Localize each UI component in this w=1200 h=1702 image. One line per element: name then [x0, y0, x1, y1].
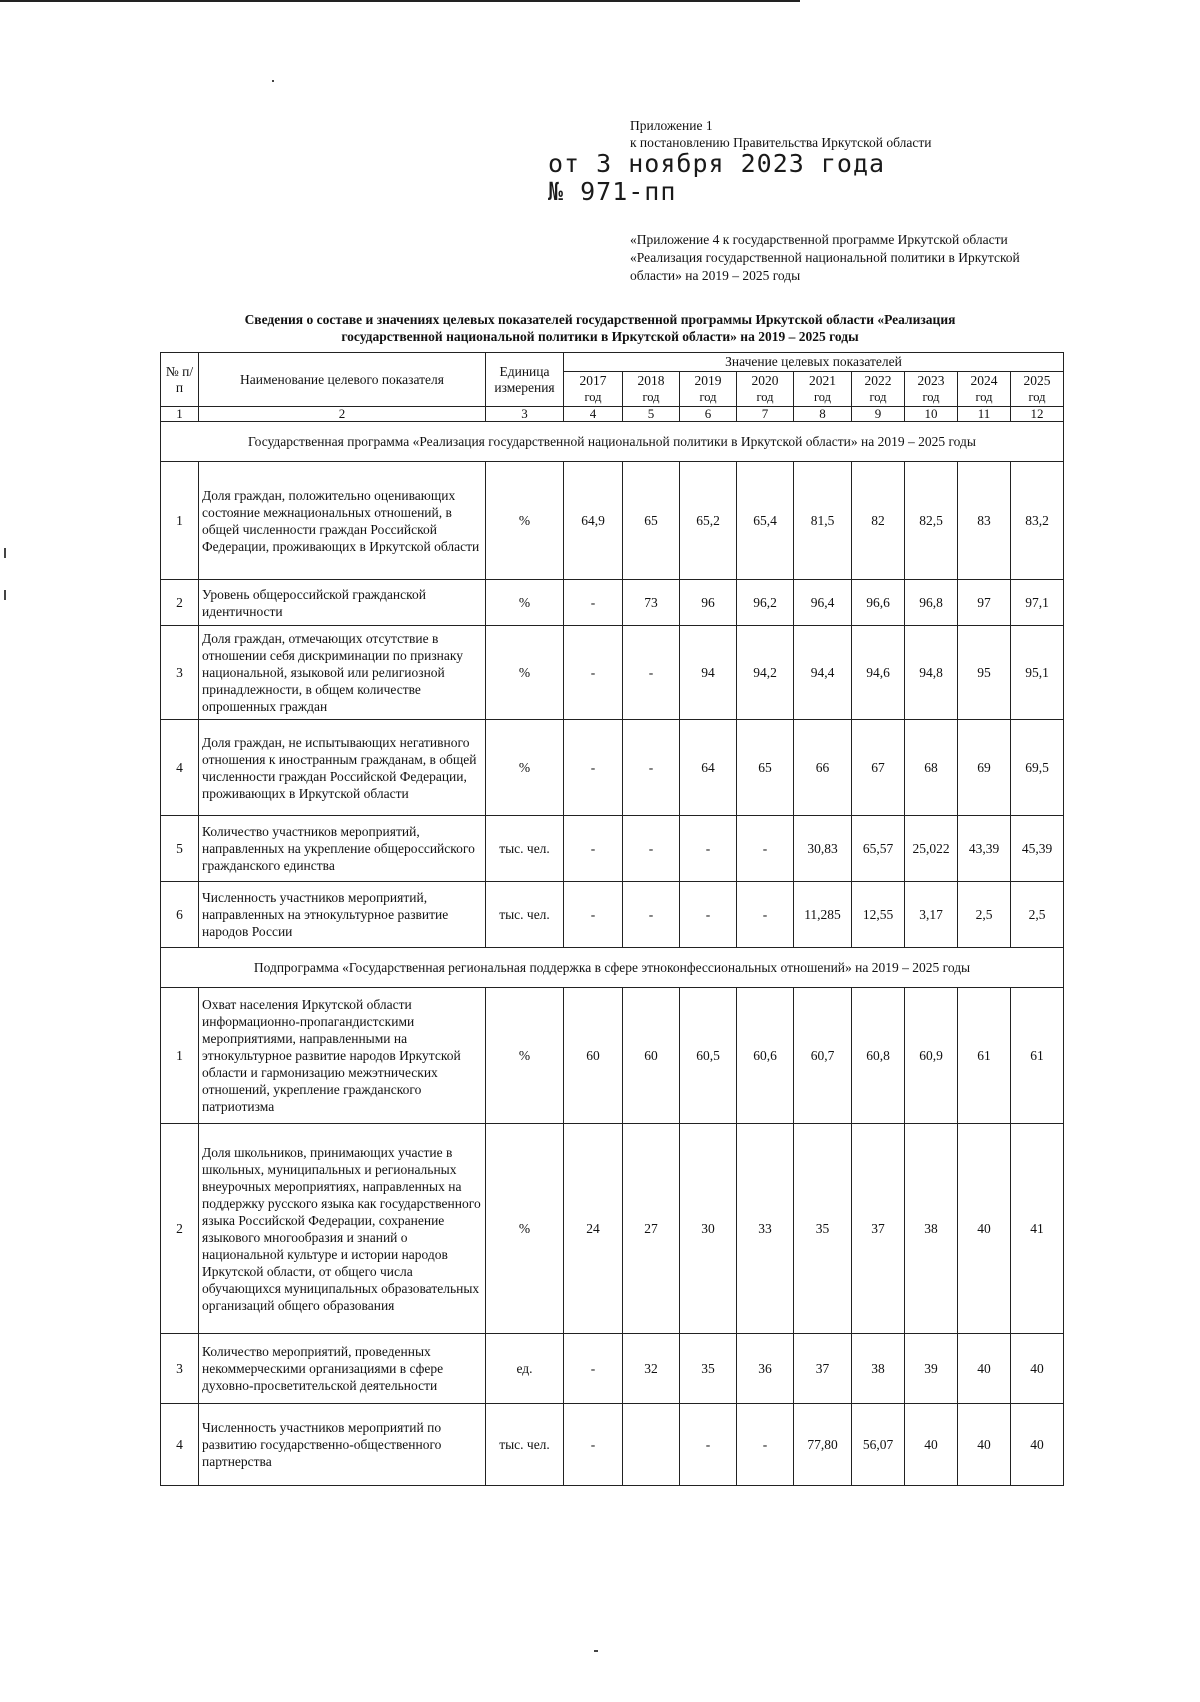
document-title	[160, 311, 1040, 345]
header-year-value: 2019	[694, 373, 722, 388]
value-2025: 69,5	[1011, 720, 1064, 816]
value-2022: 37	[852, 1124, 905, 1334]
header-year-value: 2024	[970, 373, 998, 388]
table-row	[161, 882, 1064, 948]
table-row	[161, 720, 1064, 816]
section-title: Государственная программа «Реализация государственной национальной политики в Иркутской области» на 2019 – 2025 годы	[161, 422, 1064, 462]
value-2018: -	[623, 816, 680, 882]
value-2021: 81,5	[794, 462, 852, 580]
column-number: 3	[486, 407, 564, 422]
column-number-row	[161, 407, 1064, 422]
header-unit: Единица измерения	[486, 353, 564, 407]
column-number: 12	[1011, 407, 1064, 422]
value-2022: 67	[852, 720, 905, 816]
column-number: 2	[199, 407, 486, 422]
order-number-stamp: № 971-пп	[548, 177, 677, 206]
indicator-unit: тыс. чел.	[486, 816, 564, 882]
value-2024: 43,39	[958, 816, 1011, 882]
value-2025: 41	[1011, 1124, 1064, 1334]
value-2018: 60	[623, 988, 680, 1124]
value-2024: 40	[958, 1404, 1011, 1486]
value-2021: 60,7	[794, 988, 852, 1124]
indicator-unit: %	[486, 626, 564, 720]
value-2017: 64,9	[564, 462, 623, 580]
indicator-unit: %	[486, 1124, 564, 1334]
column-number: 9	[852, 407, 905, 422]
value-2020: 94,2	[737, 626, 794, 720]
header-year-suffix: год	[584, 390, 602, 404]
header-name: Наименование целевого показателя	[199, 353, 486, 407]
value-2021: 35	[794, 1124, 852, 1334]
value-2021: 96,4	[794, 580, 852, 626]
indicator-name: Количество участников мероприятий, направленных на укрепление общероссийского гражданского единства	[199, 816, 486, 882]
value-2019: 35	[680, 1334, 737, 1404]
table-row	[161, 816, 1064, 882]
header-year-suffix: год	[642, 390, 660, 404]
value-2023: 40	[905, 1404, 958, 1486]
scan-speck	[594, 1650, 598, 1652]
header-year-2022	[852, 372, 905, 407]
value-2020: -	[737, 816, 794, 882]
indicator-name: Доля граждан, не испытывающих негативного отношения к иностранным гражданам, в общей численности граждан Российской Федерации, проживающих в Иркутской области	[199, 720, 486, 816]
row-number: 3	[161, 626, 199, 720]
value-2025: 45,39	[1011, 816, 1064, 882]
value-2024: 95	[958, 626, 1011, 720]
indicator-unit: тыс. чел.	[486, 1404, 564, 1486]
value-2018: 32	[623, 1334, 680, 1404]
value-2020: 33	[737, 1124, 794, 1334]
indicator-unit: %	[486, 462, 564, 580]
value-2022: 82	[852, 462, 905, 580]
row-number: 5	[161, 816, 199, 882]
header-year-value: 2021	[809, 373, 836, 388]
indicator-name: Доля граждан, отмечающих отсутствие в отношении себя дискриминации по признаку национальной, языковой или религиозной принадлежности, в общем количестве опрошенных граждан	[199, 626, 486, 720]
value-2023: 39	[905, 1334, 958, 1404]
value-2023: 94,8	[905, 626, 958, 720]
appendix-reference: к постановлению Правительства Иркутской области	[630, 135, 932, 150]
appendix-header	[630, 117, 1050, 151]
value-2023: 96,8	[905, 580, 958, 626]
value-2019: -	[680, 1404, 737, 1486]
value-2025: 95,1	[1011, 626, 1064, 720]
indicator-name: Уровень общероссийской гражданской идентичности	[199, 580, 486, 626]
header-year-suffix: год	[975, 390, 993, 404]
value-2018: 65	[623, 462, 680, 580]
value-2019: 94	[680, 626, 737, 720]
table-row	[161, 1124, 1064, 1334]
header-year-2025	[1011, 372, 1064, 407]
document-title-line: государственной национальной политики в Иркутской области» на 2019 – 2025 годы	[341, 329, 859, 344]
value-2018: 73	[623, 580, 680, 626]
table-row	[161, 1404, 1064, 1486]
header-year-2023	[905, 372, 958, 407]
header-year-2017	[564, 372, 623, 407]
value-2024: 97	[958, 580, 1011, 626]
indicator-name: Охват населения Иркутской области информационно-пропагандистскими мероприятиями, направленными на этнокультурное развитие народов Иркутской области и гармонизацию межэтнических отношений, укрепление гражданского патриотизма	[199, 988, 486, 1124]
value-2024: 40	[958, 1124, 1011, 1334]
value-2021: 94,4	[794, 626, 852, 720]
value-2020: 96,2	[737, 580, 794, 626]
value-2020: 65,4	[737, 462, 794, 580]
indicator-name: Численность участников мероприятий по развитию государственно-общественного партнерства	[199, 1404, 486, 1486]
column-number: 6	[680, 407, 737, 422]
value-2017: 60	[564, 988, 623, 1124]
value-2018: -	[623, 882, 680, 948]
appendix-number: Приложение 1	[630, 118, 713, 133]
header-year-2021	[794, 372, 852, 407]
annex-line: «Приложение 4 к государственной программе Иркутской области	[630, 232, 1008, 247]
value-2025: 61	[1011, 988, 1064, 1124]
annex-reference	[630, 231, 1070, 285]
annex-line: области» на 2019 – 2025 годы	[630, 268, 801, 283]
indicator-name: Количество мероприятий, проведенных некоммерческими организациями в сфере духовно-просветительской деятельности	[199, 1334, 486, 1404]
value-2023: 68	[905, 720, 958, 816]
value-2025: 83,2	[1011, 462, 1064, 580]
value-2024: 83	[958, 462, 1011, 580]
section-row	[161, 422, 1064, 462]
indicator-name: Доля граждан, положительно оценивающих состояние межнациональных отношений, в общей численности граждан Российской Федерации, проживающих в Иркутской области	[199, 462, 486, 580]
value-2024: 40	[958, 1334, 1011, 1404]
value-2019: 60,5	[680, 988, 737, 1124]
header-year-value: 2023	[917, 373, 945, 388]
value-2020: 36	[737, 1334, 794, 1404]
value-2017: -	[564, 1334, 623, 1404]
value-2020: -	[737, 1404, 794, 1486]
row-number: 2	[161, 580, 199, 626]
header-year-value: 2018	[637, 373, 665, 388]
header-year-suffix: год	[756, 390, 774, 404]
value-2025: 40	[1011, 1404, 1064, 1486]
scan-top-rule	[0, 0, 800, 2]
value-2025: 2,5	[1011, 882, 1064, 948]
scan-speck	[4, 590, 6, 600]
column-number: 11	[958, 407, 1011, 422]
value-2021: 30,83	[794, 816, 852, 882]
value-2019: 96	[680, 580, 737, 626]
value-2025: 97,1	[1011, 580, 1064, 626]
value-2019: 64	[680, 720, 737, 816]
value-2020: 65	[737, 720, 794, 816]
indicator-unit: тыс. чел.	[486, 882, 564, 948]
scan-speck	[272, 80, 274, 82]
table-row	[161, 1334, 1064, 1404]
value-2017: -	[564, 816, 623, 882]
header-year-suffix: год	[922, 390, 940, 404]
value-2021: 66	[794, 720, 852, 816]
value-2017: 24	[564, 1124, 623, 1334]
value-2018: -	[623, 626, 680, 720]
row-number: 1	[161, 462, 199, 580]
value-2023: 60,9	[905, 988, 958, 1124]
value-2023: 3,17	[905, 882, 958, 948]
header-year-value: 2022	[864, 373, 892, 388]
indicator-name: Численность участников мероприятий, направленных на этнокультурное развитие народов России	[199, 882, 486, 948]
value-2017: -	[564, 1404, 623, 1486]
value-2021: 77,80	[794, 1404, 852, 1486]
header-year-suffix: год	[869, 390, 887, 404]
table-row	[161, 988, 1064, 1124]
value-2019: 30	[680, 1124, 737, 1334]
table-row	[161, 626, 1064, 720]
value-2018	[623, 1404, 680, 1486]
header-year-suffix: год	[813, 390, 832, 404]
section-row	[161, 948, 1064, 988]
indicators-table	[160, 352, 1064, 1486]
value-2021: 37	[794, 1334, 852, 1404]
order-date-stamp: от 3 ноября 2023 года	[548, 149, 886, 178]
value-2024: 61	[958, 988, 1011, 1124]
row-number: 3	[161, 1334, 199, 1404]
header-year-value: 2017	[579, 373, 607, 388]
value-2023: 82,5	[905, 462, 958, 580]
header-year-2020	[737, 372, 794, 407]
value-2017: -	[564, 720, 623, 816]
column-number: 10	[905, 407, 958, 422]
row-number: 6	[161, 882, 199, 948]
row-number: 4	[161, 720, 199, 816]
document-title-line: Сведения о составе и значениях целевых показателей государственной программы Иркутской области «Реализация	[244, 312, 956, 327]
value-2019: 65,2	[680, 462, 737, 580]
annex-line: «Реализация государственной национальной политики в Иркутской	[630, 250, 1020, 265]
value-2024: 69	[958, 720, 1011, 816]
value-2022: 94,6	[852, 626, 905, 720]
row-number: 4	[161, 1404, 199, 1486]
header-year-2019	[680, 372, 737, 407]
value-2024: 2,5	[958, 882, 1011, 948]
value-2018: 27	[623, 1124, 680, 1334]
value-2020: 60,6	[737, 988, 794, 1124]
indicator-unit: %	[486, 720, 564, 816]
table-row	[161, 462, 1064, 580]
row-number: 1	[161, 988, 199, 1124]
header-year-value: 2025	[1023, 373, 1051, 388]
header-year-2018	[623, 372, 680, 407]
header-values-group: Значение целевых показателей	[564, 353, 1064, 372]
value-2023: 38	[905, 1124, 958, 1334]
value-2022: 38	[852, 1334, 905, 1404]
scan-speck	[4, 548, 6, 558]
indicator-name: Доля школьников, принимающих участие в школьных, муниципальных и региональных внеурочных мероприятиях, направленных на поддержку русского языка как государственного языка Российской Федерации, сохранение языкового многообразия и знаний о национальной культуре и истории народов Иркутской области, от общего числа обучающихся муниципальных образовательных организаций общего образования	[199, 1124, 486, 1334]
table-row	[161, 580, 1064, 626]
header-year-suffix: год	[1028, 390, 1046, 404]
column-number: 5	[623, 407, 680, 422]
value-2022: 12,55	[852, 882, 905, 948]
value-2017: -	[564, 626, 623, 720]
value-2019: -	[680, 816, 737, 882]
value-2020: -	[737, 882, 794, 948]
column-number: 8	[794, 407, 852, 422]
column-number: 4	[564, 407, 623, 422]
value-2021: 11,285	[794, 882, 852, 948]
indicator-unit: %	[486, 580, 564, 626]
header-year-suffix: год	[699, 390, 717, 404]
value-2017: -	[564, 580, 623, 626]
value-2022: 56,07	[852, 1404, 905, 1486]
header-num: № п/п	[161, 353, 199, 407]
header-year-value: 2020	[751, 373, 779, 388]
value-2017: -	[564, 882, 623, 948]
row-number: 2	[161, 1124, 199, 1334]
value-2023: 25,022	[905, 816, 958, 882]
header-year-2024	[958, 372, 1011, 407]
value-2025: 40	[1011, 1334, 1064, 1404]
value-2022: 96,6	[852, 580, 905, 626]
section-title: Подпрограмма «Государственная региональная поддержка в сфере этноконфессиональных отношений» на 2019 – 2025 годы	[161, 948, 1064, 988]
value-2022: 60,8	[852, 988, 905, 1124]
value-2019: -	[680, 882, 737, 948]
column-number: 1	[161, 407, 199, 422]
column-number: 7	[737, 407, 794, 422]
indicator-unit: ед.	[486, 1334, 564, 1404]
value-2018: -	[623, 720, 680, 816]
value-2022: 65,57	[852, 816, 905, 882]
indicator-unit: %	[486, 988, 564, 1124]
